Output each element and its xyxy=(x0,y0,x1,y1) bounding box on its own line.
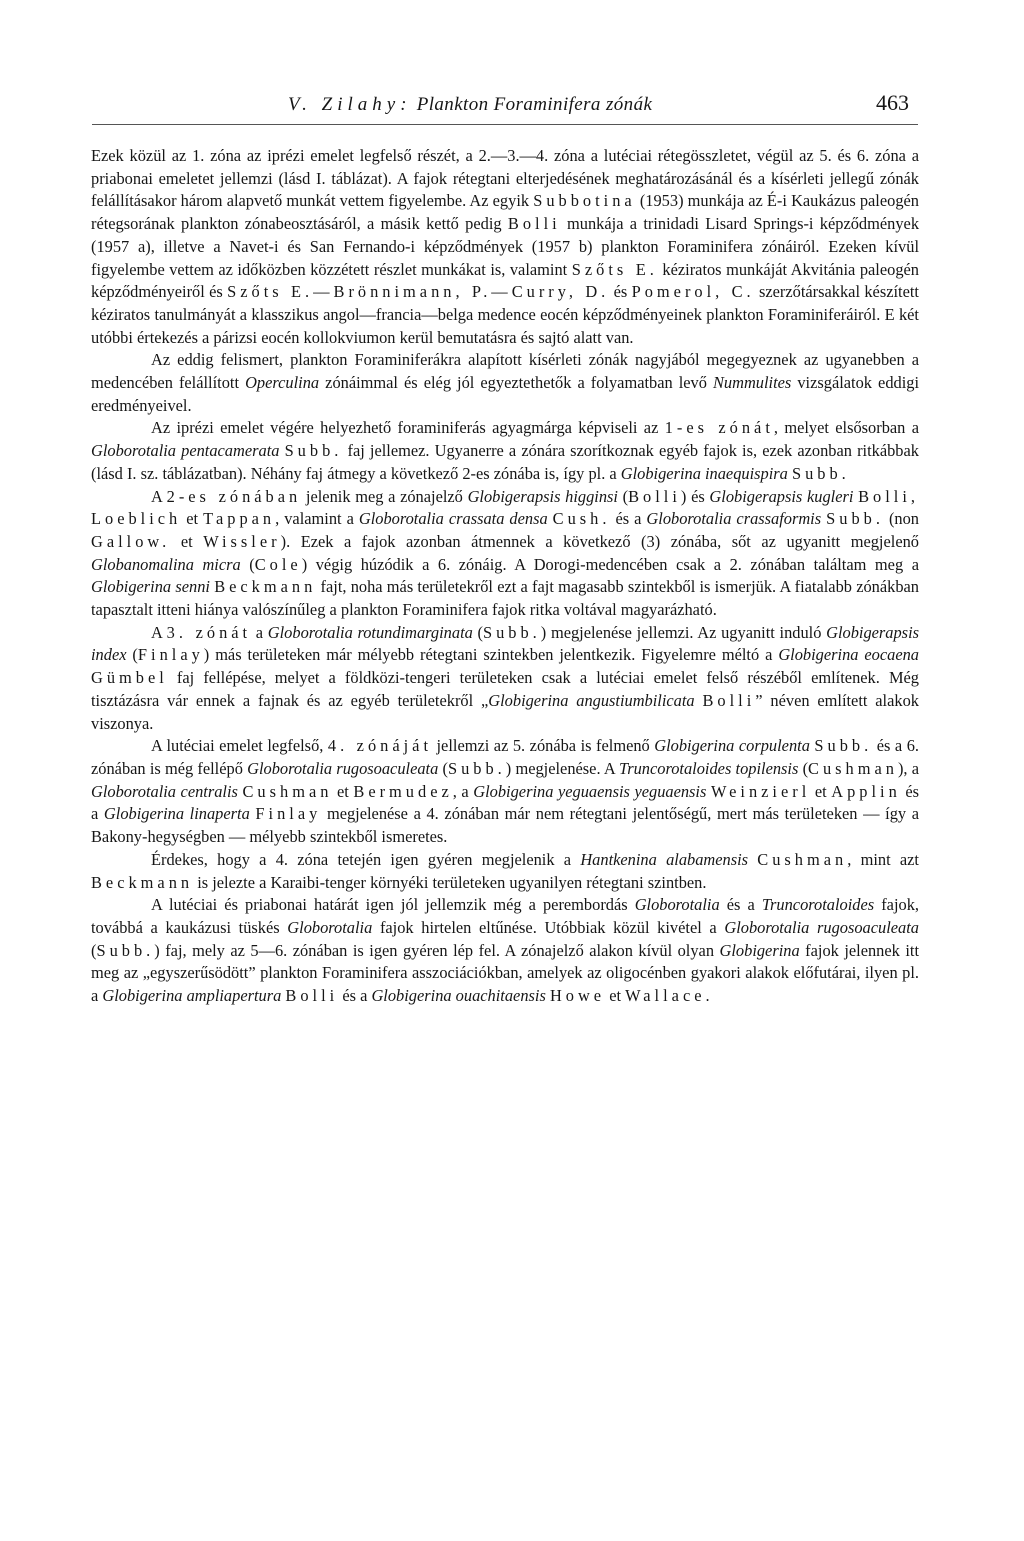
paragraph-1 xyxy=(91,145,919,349)
taxon-name: Globanomalina micra xyxy=(91,554,241,574)
text-run: et xyxy=(170,531,204,551)
author-name: Subb. xyxy=(826,509,884,529)
text-run: és xyxy=(609,282,632,302)
text-run: Ezek közül az 1. zóna az iprézi emelet legfelső részét, a 2.—3.—4. zóna a lutéciai rétegösszletet, végül az 5. és 6. zóna a priabonai emeletet jellemzi (lásd I. táblázat). A fajok rétegtani elterjedésének meghatározásánál és a kísérleti jellegű zónák felállításakor három alapvető munkát vettem figyelembe. Az egyik xyxy=(91,146,919,211)
text-run: fajt, noha más területekről ezt a fajt magasabb szintekből is ismerjük. A fiatalabb zónákban tapasztalt itteni hiánya valószínűleg a plankton Foraminifera fajok ritka voltával magyarázható. xyxy=(91,577,919,620)
taxon-name: Hantkenina alabamensis xyxy=(580,849,749,869)
author-name: Subb. xyxy=(482,622,541,642)
text-run: vizsgálatok eddigi eredményeivel. xyxy=(91,373,920,415)
running-head-author: V. Zilahy: xyxy=(288,94,412,115)
text-run: A xyxy=(151,622,167,642)
text-run: ( xyxy=(91,940,97,960)
author-name: Wissler xyxy=(203,531,281,551)
paragraph-3 xyxy=(91,417,919,485)
text-run: et xyxy=(181,509,204,529)
author-name: 4. zónáját xyxy=(327,736,432,756)
taxon-name: Globigerina linaperta xyxy=(103,804,250,824)
text-run: , valamint a xyxy=(275,509,359,529)
taxon-name: Globigerapsis higginsi xyxy=(467,486,618,506)
author-name: Subb. xyxy=(791,463,850,483)
paragraph-6 xyxy=(91,735,919,849)
page-number: 463 xyxy=(876,90,909,115)
text-run: ) más területeken már mélyebb rétegtani szintekben jelentkezik. Figyelemre méltó a xyxy=(203,645,779,665)
author-name: Wallace xyxy=(625,986,706,1006)
text-run: jelenik meg a zónajelző xyxy=(301,486,468,506)
text-run: et xyxy=(810,781,832,801)
taxon-name: Nummulites xyxy=(713,373,792,393)
author-name: Cushman xyxy=(757,849,848,869)
taxon-name: Globigerina corpulenta xyxy=(654,736,810,756)
taxon-name: Globorotalia rotundimarginata xyxy=(267,622,473,642)
text-run: és a xyxy=(338,986,372,1006)
text-run: Az eddig felismert, plankton Foraminiferákra alapított kísérleti zónák nagyjából megegyeznek az ugyanebben a medencében felállított xyxy=(91,350,919,393)
taxon-name: Globigerapsis index xyxy=(91,622,919,665)
taxon-name: Globorotalia rugosoaculeata xyxy=(247,758,439,778)
taxon-name: Globorotalia crassata densa xyxy=(358,509,548,529)
taxon-name: Globigerina eocaena xyxy=(778,645,919,665)
text-run: (1953) munkája az É-i Kaukázus paleogén rétegsorának plankton zónabeosztásáról, a másik kettő pedig xyxy=(91,191,919,234)
text-run: fajok, továbbá a kaukázusi tüskés xyxy=(91,895,919,937)
text-run: ) és xyxy=(680,486,710,506)
text-run: és a 6. zónában is még fellépő xyxy=(91,736,919,778)
text-run: ). Ezek a fajok azonban átmennek a következő (3) zónába, sőt az ugyanitt megjelenő xyxy=(280,531,919,551)
author-name: Gallow. xyxy=(91,531,171,551)
text-run: A lutéciai emelet legfelső, xyxy=(151,736,328,756)
text-run: (non xyxy=(883,509,919,529)
taxon-name: Globorotalia crassaformis xyxy=(646,509,822,529)
text-run: , melyet elsősorban a xyxy=(773,418,919,438)
text-run: megjelenése a 4. zónában már nem rétegtani jelentőségű, mert más területeken — így a Bakony-hegységben — mélyebb szintekből ismeretes. xyxy=(91,804,919,847)
taxon-name: Globigerina yeguaensis yeguaensis xyxy=(473,781,707,801)
paragraph-8 xyxy=(91,894,919,1008)
text-run xyxy=(748,850,757,869)
running-head xyxy=(288,94,652,116)
text-run: ) faj, mely az 5—6. zónában is igen gyéren lép fel. A zónajelző alakon kívül olyan xyxy=(154,940,720,960)
text-run: és a xyxy=(610,509,647,529)
author-name: Subb. xyxy=(447,758,506,778)
text-run: jellemzi az 5. zónába is felmenő xyxy=(432,736,655,756)
author-name: Bolli xyxy=(702,690,756,710)
text-run: és a xyxy=(91,781,919,824)
paragraph-7 xyxy=(91,849,919,894)
text-run: ) végig húzódik a 6. zónáig. A Dorogi-medencében csak a 2. zónában találtam meg a xyxy=(301,554,919,574)
taxon-name: Globorotalia centralis xyxy=(91,781,238,801)
author-name: Beckmann xyxy=(91,872,194,892)
author-name: Pomerol, C. xyxy=(631,282,755,302)
text-run: ” néven említett alakok viszonya. xyxy=(91,690,919,733)
taxon-name: Globigerina angustiumbilicata xyxy=(488,690,695,710)
paragraph-4 xyxy=(91,486,919,622)
taxon-name: Globorotalia xyxy=(634,895,720,915)
paragraph-2 xyxy=(91,349,919,417)
author-name: Weinzierl xyxy=(710,781,811,801)
author-name: Szőts E.—Brönnimann, P.—Curry, D. xyxy=(227,282,610,302)
text-run: A lutéciai és priabonai határát igen jól jellemzik még a perembordás xyxy=(151,895,635,915)
taxon-name: Globorotalia xyxy=(287,917,373,937)
text-run: Az iprézi emelet végére helyezhető foraminiferás agyagmárga képviseli az xyxy=(151,418,665,438)
text-run: fajok jelennek itt meg az „egyszerűsödött” plankton Foraminifera asszociációkban, amelyek az oligocénben gyakori alakok előfutárai, ilyen pl. a xyxy=(91,940,919,1006)
author-name: Bolli xyxy=(285,986,339,1006)
text-run: ) megjelenése jellemzi. Az ugyanitt induló xyxy=(540,622,827,642)
author-name: Subb. xyxy=(814,736,873,756)
text-run: zónáimmal és elég jól egyeztethetők a folyamatban levő xyxy=(319,373,713,393)
text-run: faj jellemez. Ugyanerre a zónára szorítkoznak egyéb fajok is, ezek azonban ritkábbak (lásd I. sz. táblázatban). Néhány faj átmegy a következő 2-es zónába is, így pl. a xyxy=(91,441,919,483)
text-run: et xyxy=(605,986,626,1006)
text-run: Érdekes, hogy a 4. zóna tetején igen gyéren megjelenik a xyxy=(151,849,581,869)
text-run: is jelezte a Karaibi-tenger környéki területeken ugyanilyen rétegtani szintben. xyxy=(193,872,707,892)
taxon-name: Globorotalia pentacamerata xyxy=(91,441,280,461)
author-name: Bermudez xyxy=(353,781,453,801)
author-name: Bolli xyxy=(628,486,681,506)
header-rule xyxy=(92,124,918,125)
author-name: Finlay xyxy=(255,804,322,824)
author-name: Finlay xyxy=(137,645,204,665)
text-run: szerzőtársakkal készített kéziratos tanulmányát a klasszikus angol—francia—belga medence eocén képződményeinek plankton Foraminiferáiról. E két utóbbi értekezés a párizsi eocén kollokviumon kerül bemutatásra és sajtó alatt van. xyxy=(91,282,919,347)
text-run: munkája a trinidadi Lisard Springs-i képződmények (1957 a), illetve a Navet-i és San Fernando-i képződmények (1957 b) plankton Foraminifera zónáiról. Ezeken kívül figyelembe vettem az időközben közzétett részlet munkákat is, valamint xyxy=(91,214,920,279)
text-run: fajok hirtelen eltűnése. Utóbbiak közül kivétel a xyxy=(372,917,725,937)
author-name: Subb. xyxy=(284,441,343,461)
author-name: Applin xyxy=(831,781,901,801)
paragraph-5 xyxy=(91,622,919,736)
author-name: Cushman xyxy=(808,758,898,778)
taxon-name: Globorotalia rugosoaculeata xyxy=(724,917,919,937)
taxon-name: Globigerina inaequispira xyxy=(620,463,788,483)
author-name: 3. zónát xyxy=(166,622,252,642)
taxon-name: Globigerina ouachitaensis xyxy=(371,986,546,1006)
running-head-title: Plankton Foraminifera zónák xyxy=(416,94,653,115)
author-name: Bolli xyxy=(507,214,561,234)
article-body xyxy=(91,145,919,1008)
text-run: . xyxy=(705,986,710,1006)
author-name: Cush. xyxy=(552,509,611,529)
text-run: A xyxy=(151,486,167,506)
author-name: Beckmann xyxy=(214,577,317,597)
taxon-name: Operculina xyxy=(245,373,320,393)
author-name: 1-es zónát xyxy=(664,418,774,438)
taxon-name: Globigerina senni xyxy=(91,577,210,597)
author-name: Howe xyxy=(549,986,606,1006)
author-name: 2-es zónában xyxy=(166,486,302,506)
text-run: ( xyxy=(798,758,809,778)
author-name: Subbotina xyxy=(533,191,636,211)
text-run: ( xyxy=(617,486,629,506)
text-run: et xyxy=(332,781,354,801)
text-run: kéziratos munkáját Akvitánia paleogén képződményeiről és xyxy=(91,259,919,302)
author-name: Szőts E. xyxy=(571,259,658,279)
text-run: , mint azt xyxy=(847,849,919,869)
taxon-name: Globigerina ampliapertura xyxy=(102,986,282,1006)
author-name: Subb. xyxy=(96,940,155,960)
text-run: ), a xyxy=(897,758,919,778)
taxon-name: Truncorotaloides xyxy=(761,895,875,915)
text-run: ( xyxy=(472,622,483,642)
author-name: Gümbel xyxy=(91,668,168,688)
author-name: Bolli, Loeblich xyxy=(91,486,919,529)
text-run: ) megjelenése. A xyxy=(505,758,619,778)
text-run: ( xyxy=(438,758,448,778)
taxon-name: Truncorotaloides topilensis xyxy=(619,758,799,778)
text-run: , a xyxy=(452,781,474,801)
taxon-name: Globigerapsis kugleri xyxy=(709,486,854,506)
text-run: faj fellépése, melyet a földközi-tengeri területeken csak a lutéciai emelet felső részéből említenek. Még tisztázásra vár ennek a fajnak és az egyéb területekről „ xyxy=(91,668,919,710)
taxon-name: Globigerina xyxy=(719,940,800,960)
text-run: és a xyxy=(719,895,762,915)
text-run: ( xyxy=(126,645,138,665)
author-name: Cushman xyxy=(242,781,333,801)
text-run: a xyxy=(251,622,268,642)
page-header xyxy=(0,88,1024,128)
text-run: ( xyxy=(240,554,255,574)
author-name: Cole xyxy=(254,554,302,574)
author-name: Tappan xyxy=(203,509,276,529)
